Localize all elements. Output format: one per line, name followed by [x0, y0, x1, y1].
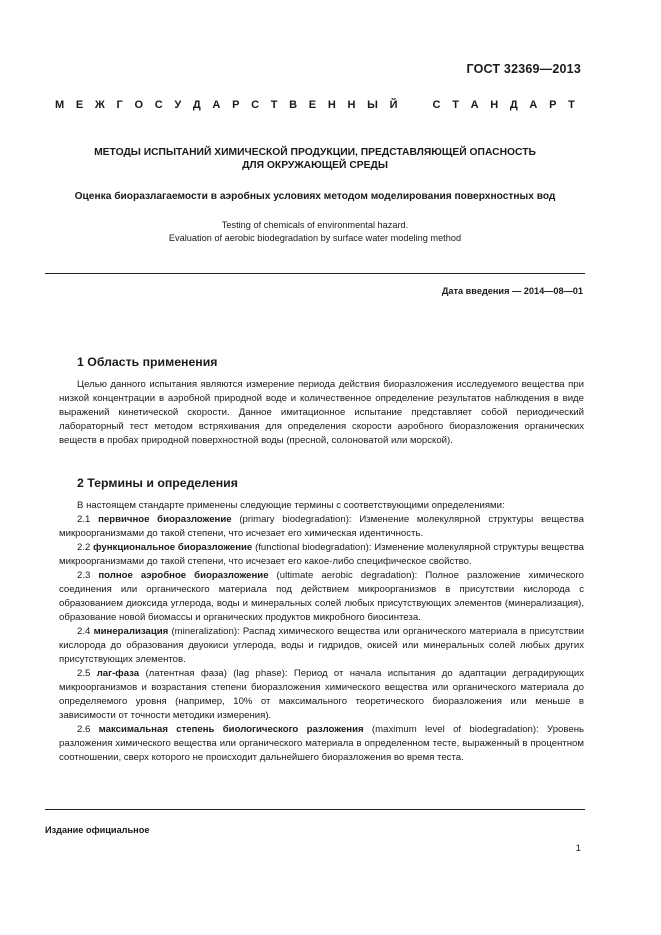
term-number: 2.4	[77, 626, 91, 637]
title-line-2: ДЛЯ ОКРУЖАЮЩЕЙ СРЕДЫ	[242, 160, 388, 171]
document-subtitle: Оценка биоразлагаемости в аэробных условиях методом моделирования поверхностных вод	[74, 191, 556, 202]
letter: Ы	[367, 99, 378, 111]
section-2-heading: 2 Термины и определения	[77, 476, 238, 490]
term-name: максимальная степень биологического разложения	[98, 724, 364, 735]
letter: Н	[327, 99, 336, 111]
letter: Е	[308, 99, 317, 111]
letter: Т	[568, 99, 575, 111]
section-1-paragraph: Целью данного испытания являются измерение периода действия биоразложения исследуемого вещества при низкой концентрации в аэробной природной воде и количественное определение результатов наблюдения в виде выражений кинетической скорости. Данное имитационное испытание представляет собой периодический лабораторный тест методом встряхивания для определения скорости аэробного биоразложения органических веществ в пробах природной поверхностной воды (пресной, солоноватой или морской).	[59, 379, 584, 446]
term-name: минерализация	[93, 626, 169, 637]
letter: Д	[509, 99, 518, 111]
term-number: 2.2	[77, 542, 91, 553]
letter: Н	[347, 99, 356, 111]
letter: Е	[75, 99, 84, 111]
letter: А	[470, 99, 479, 111]
letter: Р	[549, 99, 557, 111]
term-definition	[59, 625, 584, 667]
term-definition	[59, 541, 584, 569]
letter: А	[212, 99, 221, 111]
section-1-body	[59, 378, 584, 448]
letter: С	[154, 99, 163, 111]
edition-note: Издание официальное	[45, 825, 150, 835]
term-name: функциональное биоразложение	[93, 542, 253, 553]
letter: О	[134, 99, 144, 111]
standard-type-heading	[55, 99, 575, 111]
introduction-date: Дата введения — 2014—08—01	[441, 286, 583, 296]
term-text: (ultimate aerobic degradation): Полное разложение химического соединения или органического материала под действием микроорганизмов в присутствии кислорода с образованием диоксида углерода, воды и минеральных солей любых присутствующих элементов (минерализация), образование новой биомассы и органических продуктов микробного биосинтеза.	[59, 570, 584, 623]
term-definition	[59, 667, 584, 723]
letter: Р	[232, 99, 240, 111]
letter: С	[251, 99, 260, 111]
term-name: лаг-фаза	[96, 668, 140, 679]
bottom-divider	[45, 809, 585, 810]
title-line-1: МЕТОДЫ ИСПЫТАНИЙ ХИМИЧЕСКОЙ ПРОДУКЦИИ, ПРЕДСТАВЛЯЮЩЕЙ ОПАСНОСТЬ	[94, 147, 536, 158]
top-divider	[45, 273, 585, 274]
term-definition	[59, 569, 584, 625]
term-definition	[59, 723, 584, 765]
term-name: первичное биоразложение	[98, 514, 232, 525]
letter: Д	[192, 99, 201, 111]
term-number: 2.3	[77, 570, 91, 581]
term-text: (латентная фаза) (lag phase): Период от начала испытания до адаптации деградирующих микроорганизмов и возрастания степени биоразложения химического вещества или органического материала до определяемого уровня (например, 10% от максимального теоретического биоразложения или меньше в зависимости от точности методики измерения).	[59, 668, 584, 721]
term-text: (maximum level of biodegradation): Уровень разложения химического вещества или органического материала в определенном тесте, выраженный в процентном соотношении, сверх которого не происходит дальнейшего биоразложения во время теста.	[59, 724, 585, 763]
letter: Г	[116, 99, 123, 111]
section-2-body	[59, 499, 584, 765]
term-text: (functional biodegradation): Изменение молекулярной структуры вещества микроорганизмами до такой степени, что исчезает его какое-либо специфическое свойство.	[59, 542, 585, 567]
letter: А	[529, 99, 538, 111]
term-definition	[59, 513, 584, 541]
term-name: полное аэробное биоразложение	[98, 570, 269, 581]
letter: С	[432, 99, 441, 111]
gost-number: ГОСТ 32369—2013	[466, 62, 581, 76]
term-text: (mineralization): Распад химического вещества или органического материала в присутствии кислорода до образования двуокиси углерода, воды и гидридов, окисей или минеральных солей любых других присутствующих элементов.	[59, 626, 584, 665]
letter: Н	[490, 99, 499, 111]
document-title	[50, 146, 580, 172]
letter: М	[55, 99, 65, 111]
letter: У	[174, 99, 182, 111]
term-number: 2.1	[77, 514, 91, 525]
english-title-line-1: Testing of chemicals of environmental hazard.	[221, 220, 409, 230]
term-text: (primary biodegradation): Изменение молекулярной структуры вещества микроорганизмами до такой степени, что исчезает его химическая идентичность.	[59, 514, 584, 539]
letter: Й	[389, 99, 398, 111]
english-title	[50, 219, 580, 245]
page-number: 1	[575, 843, 581, 854]
english-title-line-2: Evaluation of aerobic biodegradation by surface water modeling method	[168, 233, 462, 243]
letter: В	[289, 99, 298, 111]
section-1-heading: 1 Область применения	[77, 355, 218, 369]
letter: Ж	[94, 99, 105, 111]
term-number: 2.5	[77, 668, 91, 679]
section-2-intro: В настоящем стандарте применены следующие термины с соответствующими определениями:	[77, 500, 505, 511]
term-number: 2.6	[77, 724, 91, 735]
letter: Т	[270, 99, 278, 111]
letter: Т	[452, 99, 459, 111]
